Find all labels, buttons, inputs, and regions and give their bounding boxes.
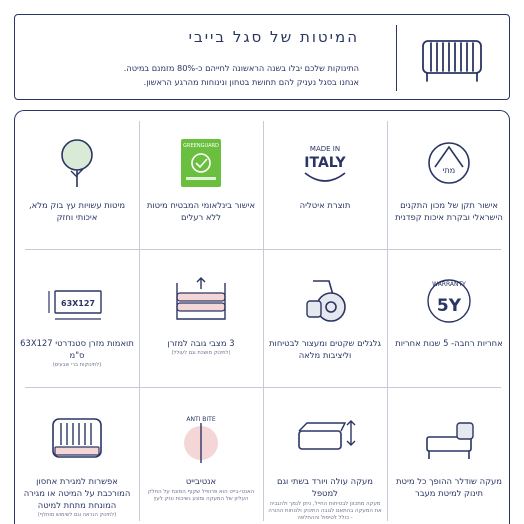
feature-rail: [263, 387, 387, 524]
wheel-brake-icon: [293, 271, 357, 329]
feature-label-text: מעקה עולה ויורד בשתי וגם למטפל: [277, 476, 373, 498]
feature-label-text: תואמות מזרן סטנדרטי 63X127 ס"מ: [20, 338, 134, 360]
mattress-size-icon: [45, 271, 109, 329]
intro-line-2: אנחנו בסגל נעניק להם תחושת בטחון ונינוחות מהרגע הראשון.: [143, 77, 359, 87]
feature-label: [143, 337, 259, 357]
feature-label: אישור בינלאומי המבטיח מיטות ללא רעלים: [146, 200, 256, 222]
feature-label: [267, 475, 383, 522]
italy-text: ITALY: [304, 155, 346, 171]
feature-label: מיטות עשויות עץ בוק מלא, איכותי וחזק: [28, 200, 126, 222]
feature-standard-mattress: [15, 249, 139, 387]
feature-label: [19, 337, 135, 369]
green-guard-icon: [169, 133, 233, 191]
feature-made-in-italy: [263, 111, 387, 249]
greenguard-text: GREENGUARD: [183, 143, 219, 149]
feature-label: גלגלים שקטים ומעצור לבטיחות וליציבות מלאה: [269, 338, 381, 360]
mattress-size-text: 63X127: [61, 299, 95, 308]
feature-label: [19, 475, 135, 519]
feature-description: האנטי-בייט הוא פרופיל שקוף המונח על החלק העליון של המעקה ומונע נשיכות ונזק לעץ: [147, 489, 255, 502]
feature-note: (לתינוק הנראה וגם לשימוש מוחלף): [37, 512, 117, 518]
feature-label: תוצרת איטליה: [299, 200, 351, 210]
intro-line-1: התינוקות שלכם יבלו בשנה הראשונה לחייהם כ-80% מזמנם במיטה.: [123, 63, 359, 73]
made-in-text: MADE IN: [309, 145, 341, 153]
feature-israeli-standard: [387, 111, 511, 249]
anti-bite-text: ANTI BITE: [186, 416, 216, 423]
feature-label-text: אנטיבייט: [185, 476, 217, 486]
intro-text: [29, 61, 359, 89]
made-in-italy-icon: [293, 133, 357, 191]
warranty-icon: [417, 271, 481, 329]
feature-label-text: אפשרות למגירת אחסון המורכבת על המיטה או מגירה המונחת מתחת למיטה: [23, 476, 131, 510]
feature-label-text: 3 מצבי גובה למזרן: [167, 338, 235, 348]
feature-storage: [15, 387, 139, 524]
mattress-height-icon: [169, 271, 233, 329]
rail-up-down-icon: [293, 409, 357, 467]
crib-icon: [413, 35, 491, 85]
page-title: המיטות של סגל בייבי: [188, 28, 359, 46]
storage-drawer-icon: [45, 409, 109, 467]
feature-eco-cert: [139, 111, 263, 249]
feature-label: [143, 475, 259, 503]
mati-badge-text: מתי: [442, 166, 456, 175]
convertible-bed-icon: [417, 409, 481, 467]
feature-note: (לתינוק מושכת וגם לעולל): [171, 350, 231, 356]
feature-description: מעקה מתכוון לבטיחות החייל, ניתן לנמך ולהגביה את המעקה בהתאם לגובה התינוק ולנוחות ההורה - כולל לטיפול וההחלפה: [268, 501, 382, 521]
tree-icon: [45, 133, 109, 191]
header-divider: [396, 25, 397, 91]
intro-panel: [14, 14, 510, 100]
feature-label: אישור תקן של מכון התקנים הישראלי ובקרת איכות קפדנית: [395, 200, 503, 222]
feature-heights: [139, 249, 263, 387]
feature-note: (לתינוקות ברי שבעים): [52, 362, 102, 368]
feature-convertible: [387, 387, 511, 524]
feature-anti-bite: [139, 387, 263, 524]
feature-warranty: [387, 249, 511, 387]
warranty-text: WARRANTY: [432, 281, 466, 288]
feature-wheels: [263, 249, 387, 387]
features-grid: [14, 110, 510, 524]
anti-bite-icon: [169, 409, 233, 467]
feature-solid-wood: [15, 111, 139, 249]
warranty-years-text: 5Y: [436, 296, 462, 316]
mati-standard-icon: [417, 133, 481, 191]
feature-label: מעקה שודלר ההופך כל מיטת תינוק למיטת מעבר: [396, 476, 502, 498]
feature-label: אחריות רחבה- 5 שנות אחריות: [395, 338, 503, 348]
